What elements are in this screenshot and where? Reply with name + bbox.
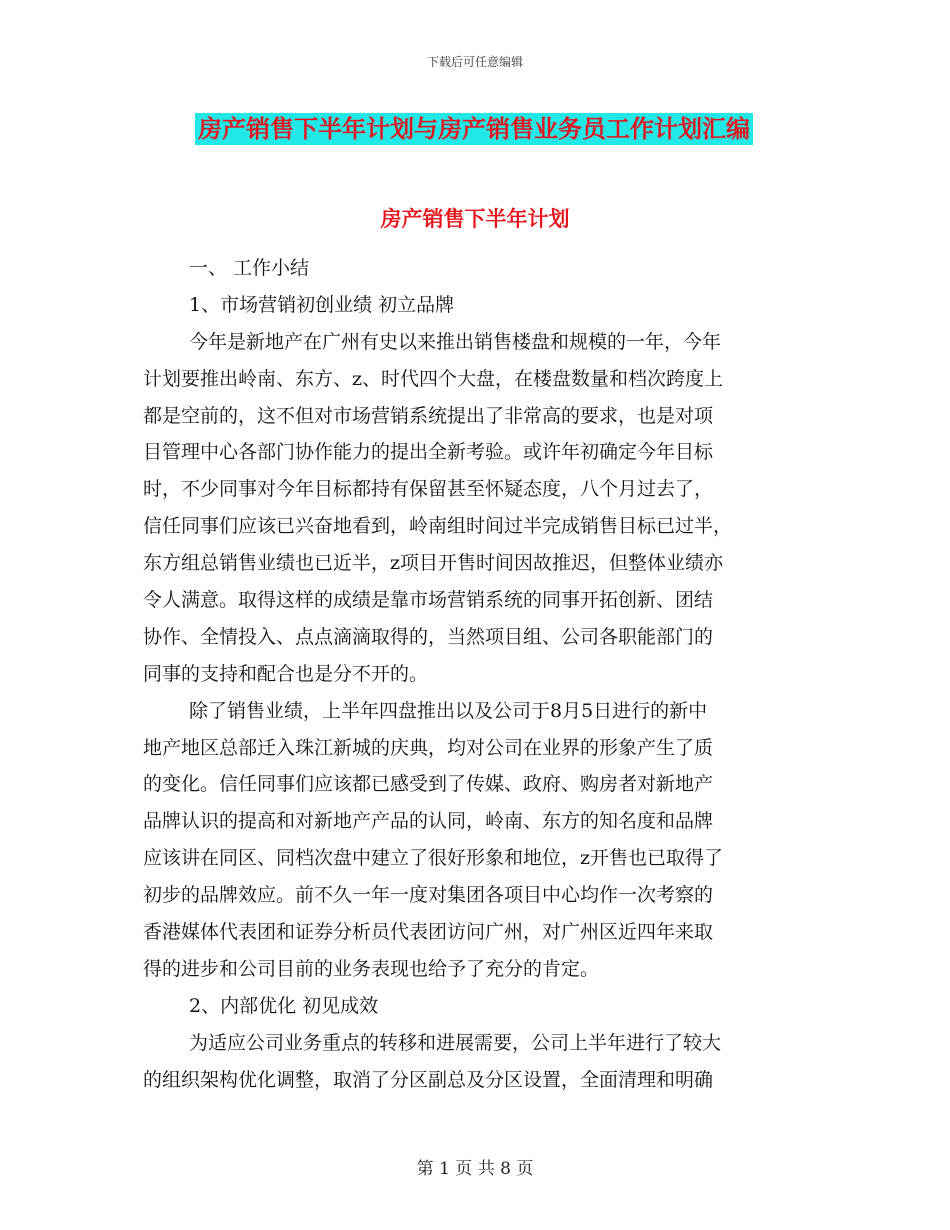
section-title: 房产销售下半年计划 (380, 207, 570, 231)
document-body (143, 250, 808, 1098)
paragraph-line: 的变化。信任同事们应该都已感受到了传媒、政府、购房者对新地产 (143, 773, 714, 796)
paragraph-line: 都是空前的，这不但对市场营销系统提出了非常高的要求，也是对项 (143, 404, 714, 427)
paragraph-line: 计划要推出岭南、东方、z、时代四个大盘，在楼盘数量和档次跨度上 (143, 367, 724, 390)
paragraph-line: 为适应公司业务重点的转移和进展需要，公司上半年进行了较大 (189, 1031, 722, 1054)
paragraph-line: 地产地区总部迁入珠江新城的庆典，均对公司在业界的形象产生了质 (143, 736, 714, 759)
paragraph-line: 香港媒体代表团和证券分析员代表团访问广州，对广州区近四年来取 (143, 921, 714, 944)
page-number-footer: 第 1 页 共 8 页 (416, 1159, 534, 1179)
paragraph-line: 同事的支持和配合也是分不开的。 (143, 662, 429, 685)
paragraph-line: 得的进步和公司目前的业务表现也给予了充分的肯定。 (143, 957, 600, 980)
paragraph-line: 信任同事们应该已兴奋地看到，岭南组时间过半完成销售目标已过半， (143, 515, 733, 538)
paragraph-line: 协作、全情投入、点点滴滴取得的，当然项目组、公司各职能部门的 (143, 625, 714, 648)
paragraph-line: 时，不少同事对今年目标都持有保留甚至怀疑态度，八个月过去了， (143, 478, 714, 501)
paragraph-line: 目管理中心各部门协作能力的提出全新考验。或许年初确定今年目标 (143, 441, 714, 464)
paragraph-line: 的组织架构优化调整，取消了分区副总及分区设置，全面清理和明确 (143, 1068, 714, 1091)
subheading-marketing: 1、市场营销初创业绩 初立品牌 (189, 293, 455, 316)
paragraph-line: 品牌认识的提高和对新地产产品的认同，岭南、东方的知名度和品牌 (143, 810, 714, 833)
header-note: 下载后可任意编辑 (426, 55, 523, 69)
subheading-internal-optimization: 2、内部优化 初见成效 (189, 994, 379, 1017)
paragraph-line: 东方组总销售业绩也已近半，z项目开售时间因故推迟，但整体业绩亦 (143, 552, 724, 575)
document-main-title: 房产销售下半年计划与房产销售业务员工作计划汇编 (195, 113, 753, 145)
paragraph-line: 初步的品牌效应。前不久一年一度对集团各项目中心均作一次考察的 (143, 884, 714, 907)
paragraph-line: 除了销售业绩，上半年四盘推出以及公司于8月5日进行的新中 (189, 699, 708, 722)
paragraph-line: 今年是新地产在广州有史以来推出销售楼盘和规模的一年，今年 (189, 330, 722, 353)
paragraph-line: 应该讲在同区、同档次盘中建立了很好形象和地位，z开售也已取得了 (143, 847, 724, 870)
heading-work-summary: 一、 工作小结 (189, 257, 310, 279)
paragraph-line: 令人满意。取得这样的成绩是靠市场营销系统的同事开拓创新、团结 (143, 589, 714, 612)
